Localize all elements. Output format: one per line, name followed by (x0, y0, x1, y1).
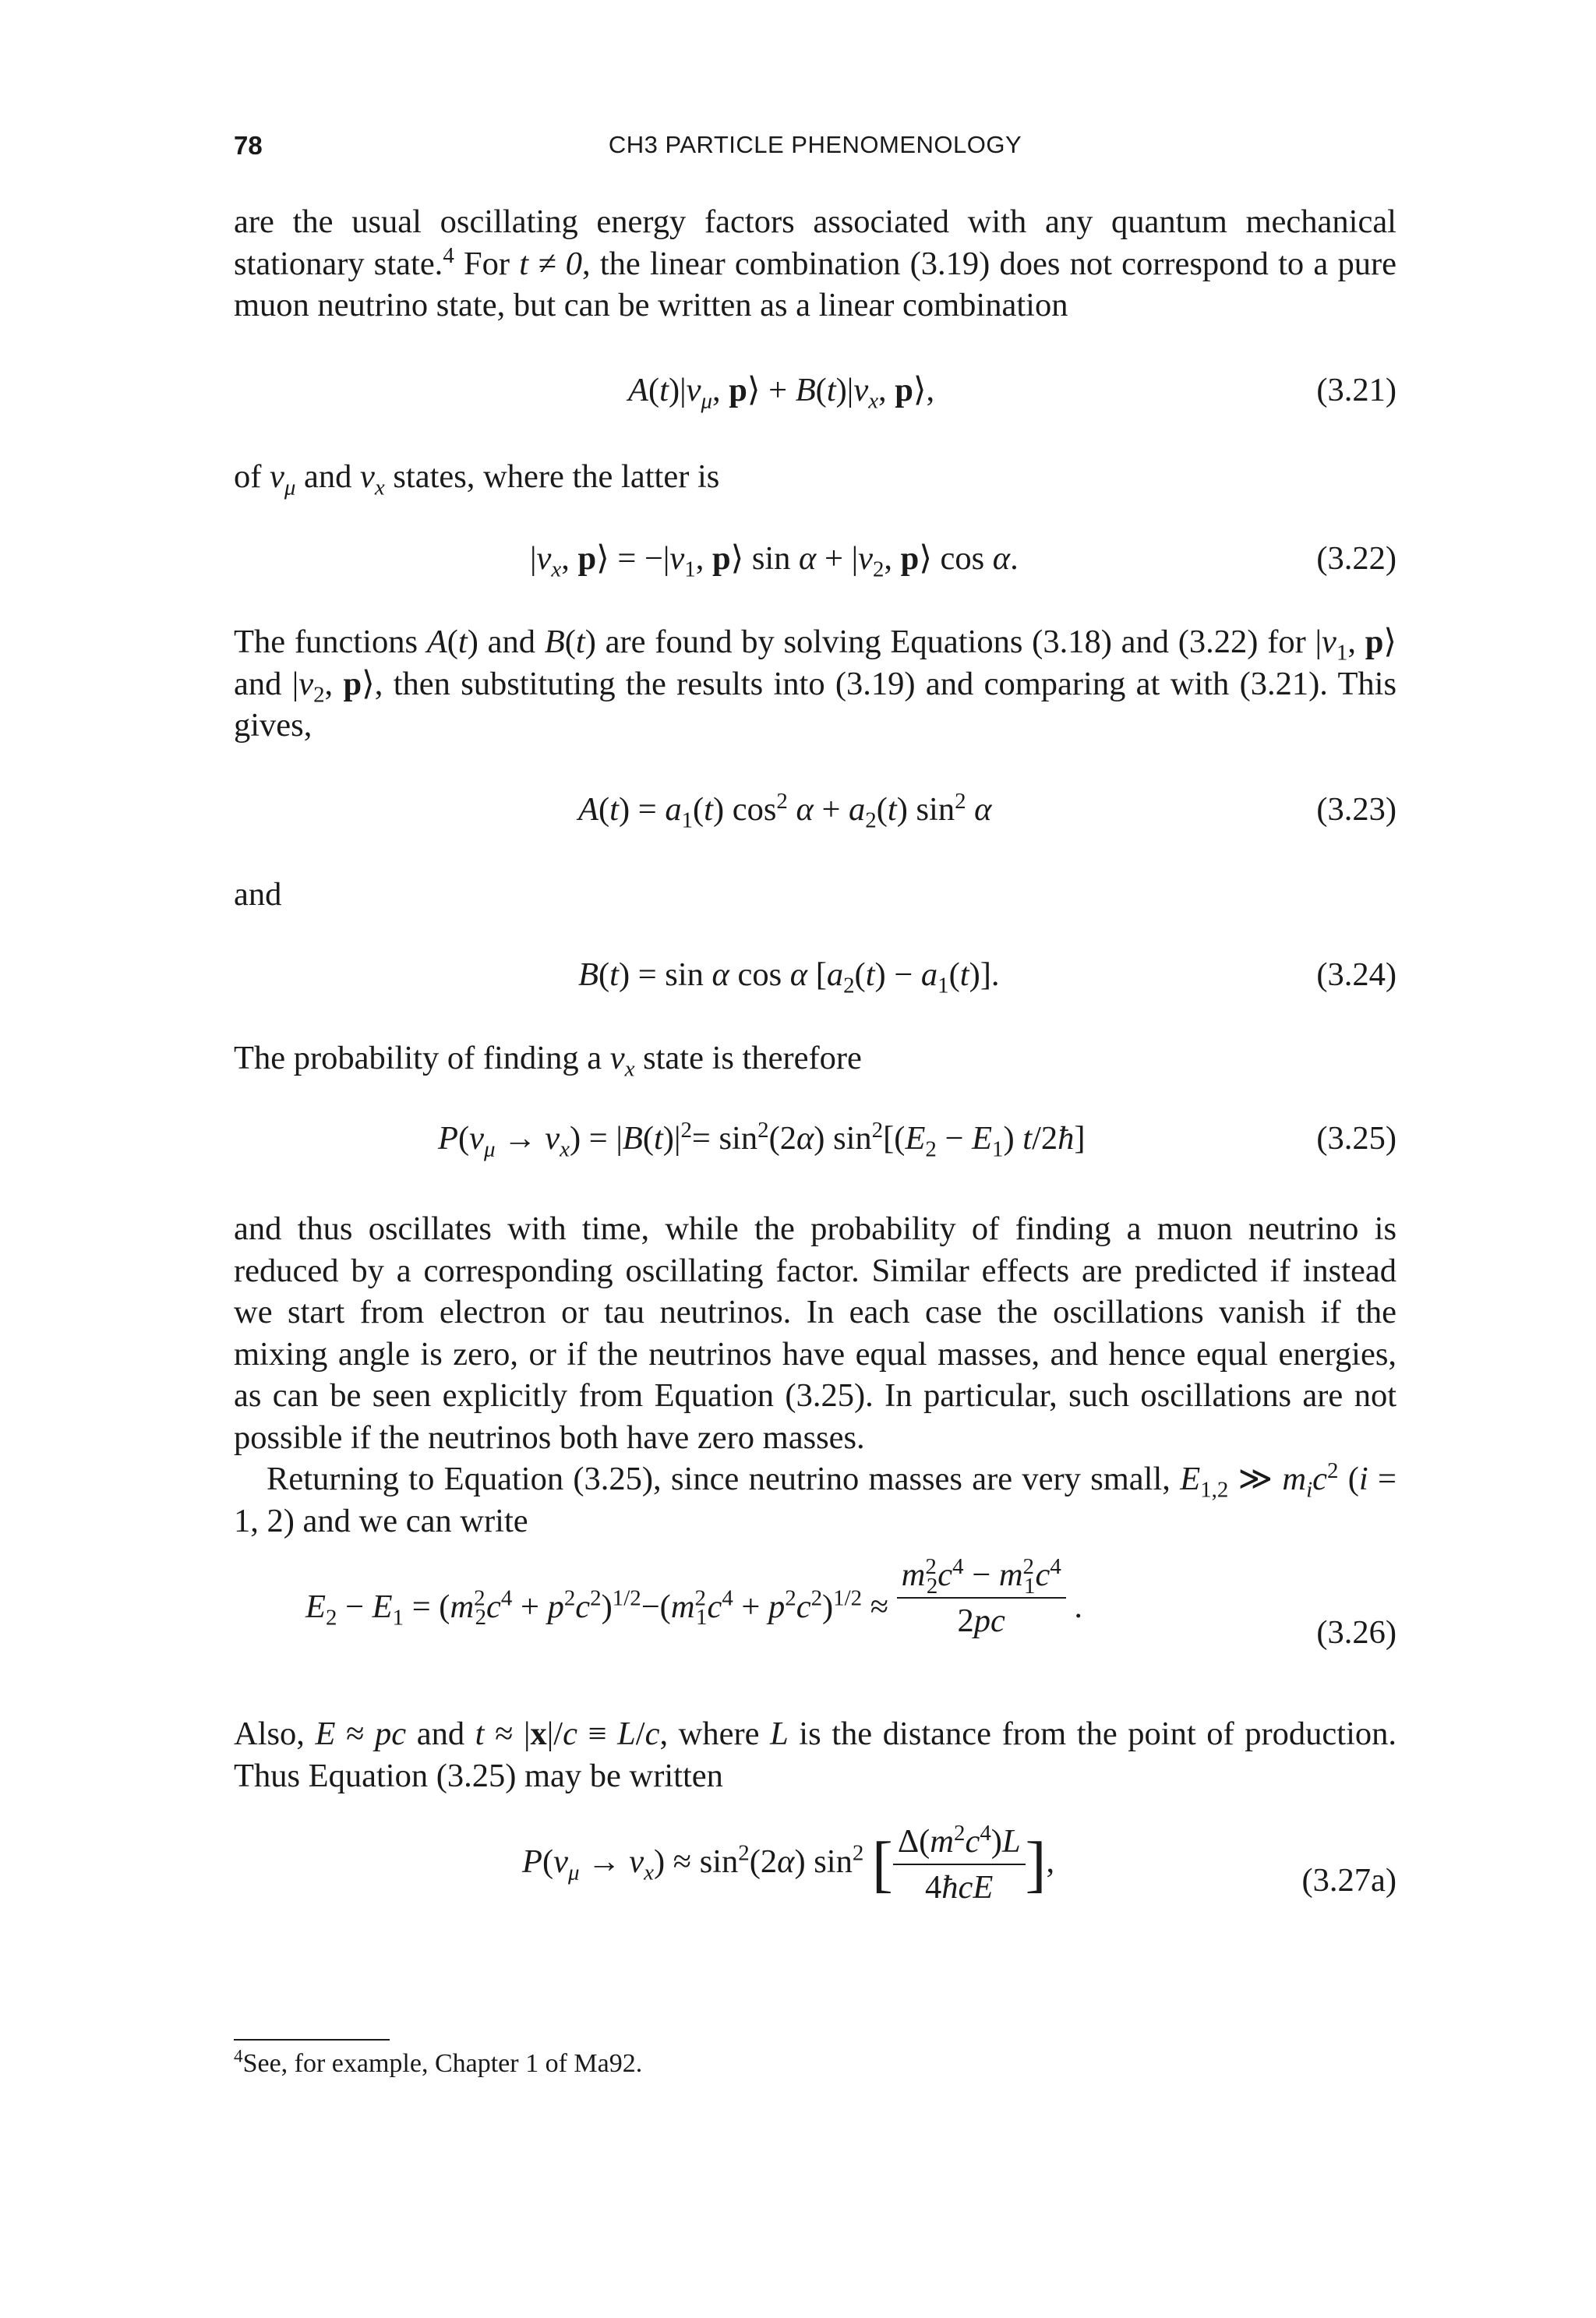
footnote-rule (234, 2039, 390, 2041)
paragraph-8: Also, E ≈ pc and t ≈ |x|/c ≡ L/c, where L is the distance from the point of production. Thus Equation (3.25) may be written (234, 1716, 1397, 1794)
equation-3-26: $E_2 - E_1 = (m^2_2c^4 + p^2c^2)^{1/2}-(m^2_1c^4 + p^2c^2)^{1/2}$ ≈ $\frac{m^2_2c^4 - m^2_1c^4}{2pc}$ . (3.26) (305, 1553, 1396, 1651)
equation-number: (3.27a) (1301, 1862, 1396, 1899)
paragraph-7: Returning to Equation (3.25), since neutrino masses are very small, $E_{1,2}$ ≫ $m_ic^2$ (i = 1, 2) and we can write (234, 1458, 1396, 1539)
footnote-number: 4 (234, 2046, 243, 2067)
equation-number: (3.24) (1316, 956, 1396, 993)
equation-number: (3.23) (1316, 791, 1396, 828)
equation-number: (3.25) (1316, 1120, 1396, 1157)
page-number: 78 (234, 131, 263, 160)
paragraph-1: are the usual oscillating energy factors associated with any quantum mechanical stationary state.$^4$ For t ≠ 0, the linear combination (3.19) does not correspond to a pure muon neutrino state, but can be written as a linear combination (234, 203, 1396, 323)
equation-number: (3.26) (1316, 1614, 1396, 1651)
equation-3-27a: $P(\nu_\mu \to \nu_x) \approx \sin^2(2\alpha)$ $\sin^2$ [ $\frac{\Delta(m^2c^4)L}{\text{4ħcE}}$ ], (3.27a) (522, 1820, 1396, 1906)
paragraph-3: The functions A(t) and B(t) are found by solving Equations (3.18) and (3.22) for $|\nu_1$, p⟩ and $|\nu_2$, p⟩, then substituting the results into (3.19) and comparing at with (3.21). This gives, (234, 624, 1397, 744)
equation-3-25: $P(\nu_\mu \to \nu_x) = |B(t)|^2= \sin^2(2\alpha) \sin^2[(E_2 - E_1)$ t/2ħ] (3.25) (438, 1117, 1396, 1162)
footnote: $^4$See, for example, Chapter 1 of Ma92. (234, 2046, 643, 2078)
equation-3-24: B(t) = sin α cos α $[a_2(t) - a_1(t)]$. (3.24) (578, 956, 1396, 998)
paragraph-2: of $\nu_\mu$ and $\nu_x$ states, where the latter is (234, 458, 720, 500)
equation-number: (3.22) (1316, 540, 1396, 577)
running-head: CH3 PARTICLE PHENOMENOLOGY (608, 131, 1022, 158)
paragraph-6: and thus oscillates with time, while the probability of finding a muon neutrino is reduced by a corresponding oscillating factor. Similar effects are predicted if instead we start from electron or tau neutrinos. In each case the oscillations vanish if the mixing angle is zero, or if the neutrinos have equal masses, and hence equal energies, as can be seen explicitly from Equation (3.25). In particular, such oscillations are not possible if the neutrinos both have zero masses. (234, 1210, 1396, 1456)
equation-3-21: $A(t)|\nu_\mu$, p⟩ + $B(t)|\nu_x$, p⟩, (3.21) (628, 372, 1396, 414)
paragraph-and: and (234, 876, 282, 913)
equation-3-22: $|\nu_x$, p⟩ = $-|\nu_1$, p⟩ $\sin \alpha + |\nu_2$, p⟩ cos α. (3.22) (530, 540, 1396, 582)
page-header (234, 131, 1396, 178)
paragraph-5: The probability of finding a $\nu_x$ state is therefore (234, 1040, 862, 1082)
equation-number: (3.21) (1316, 372, 1396, 408)
footnote-marker: 4 (443, 242, 454, 268)
equation-3-23: $A(t) = a_1(t)$ $\cos^2 \alpha + a_2(t)$ $\sin^2 \alpha$ (3.23) (578, 788, 1396, 833)
